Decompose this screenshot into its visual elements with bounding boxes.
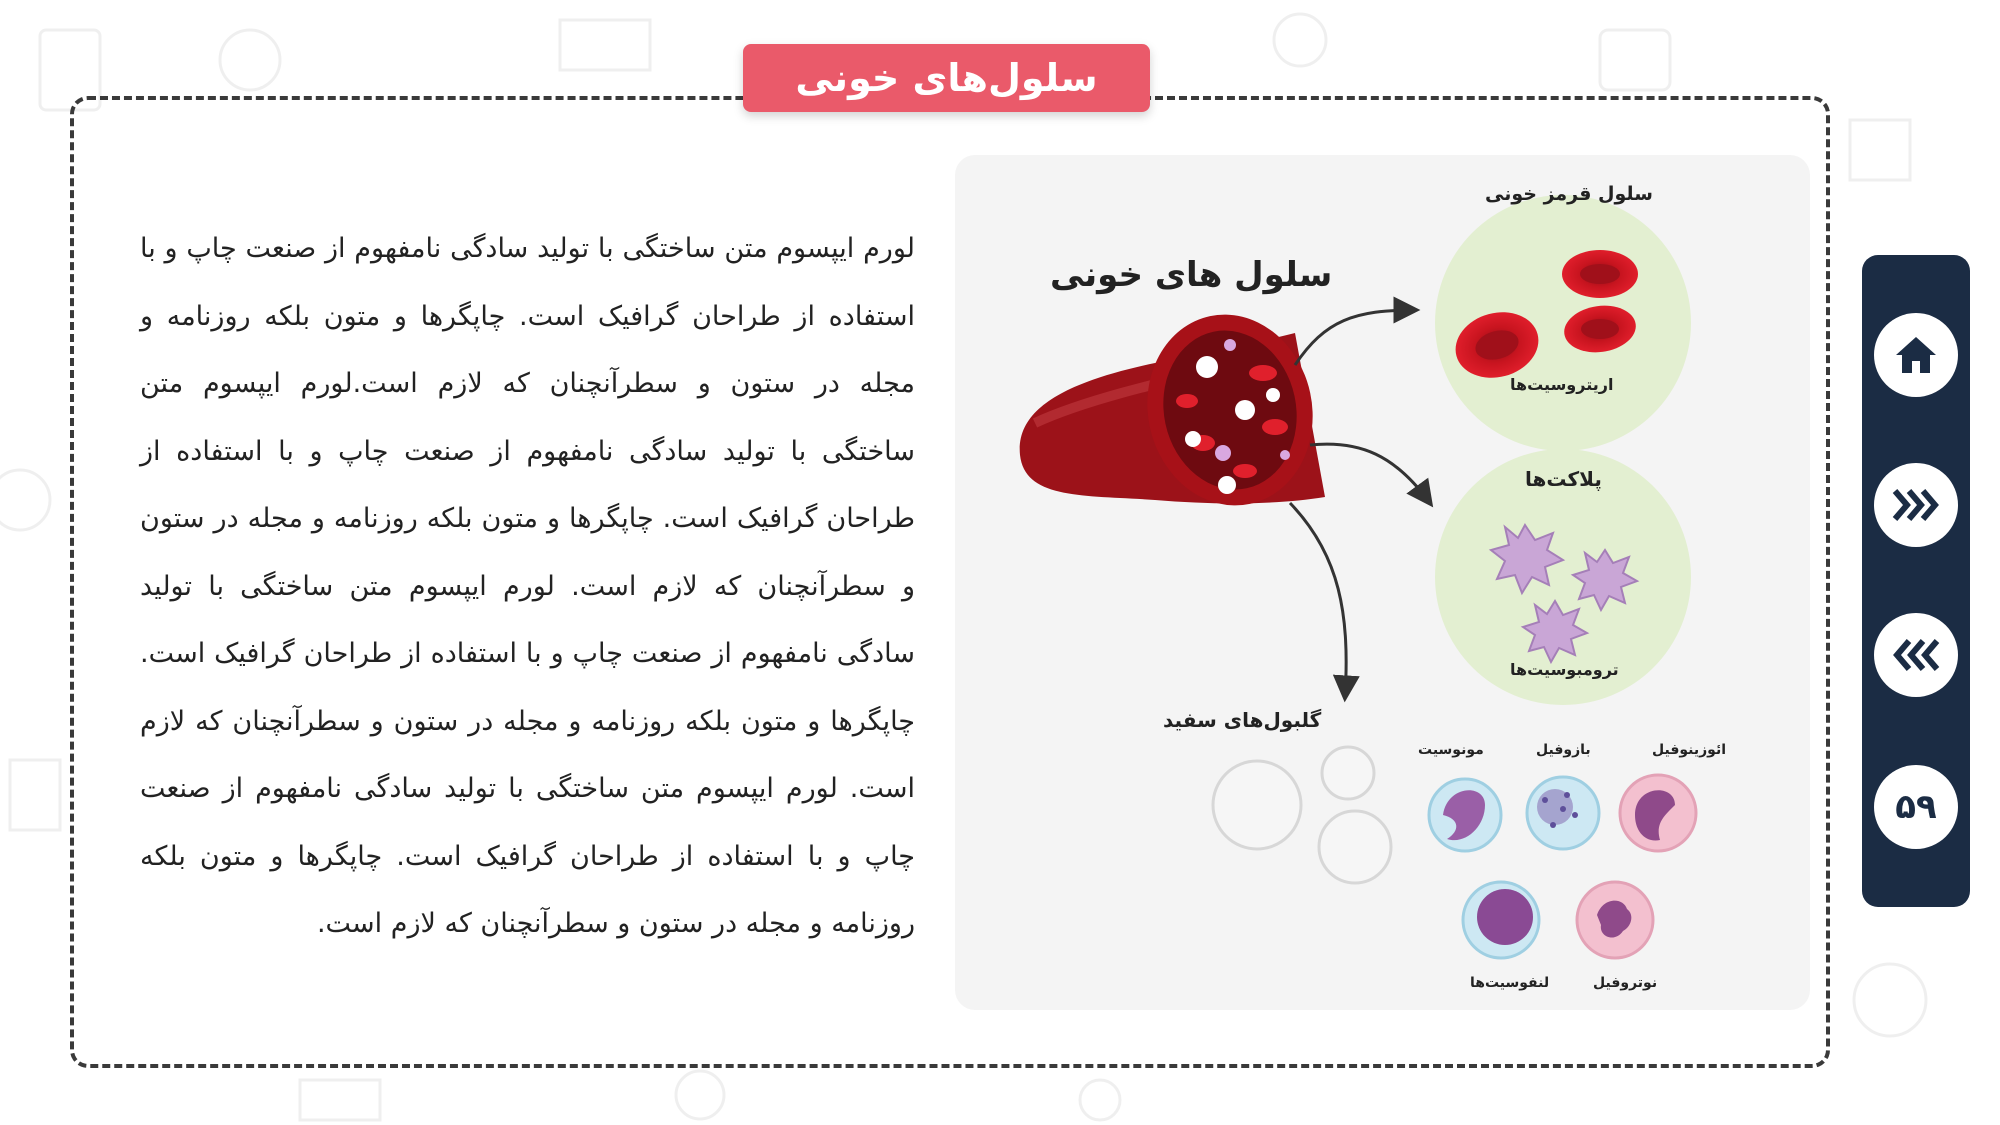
eosinophil-icon — [1620, 775, 1696, 851]
chevrons-right-icon — [1891, 485, 1941, 525]
next-button[interactable] — [1874, 463, 1958, 547]
neutrophil-icon — [1577, 882, 1653, 958]
red-cells-caption: اریتروسیت‌ها — [1510, 375, 1614, 394]
white-cells-cluster-icon — [1213, 747, 1391, 883]
white-cells-title: گلبول‌های سفید — [1163, 708, 1322, 732]
lymphocyte-icon — [1463, 882, 1539, 958]
basophil-label: بازوفیل — [1536, 742, 1591, 758]
basophil-icon — [1527, 777, 1599, 849]
page-number-badge — [1874, 765, 1958, 849]
red-cells-title: سلول قرمز خونی — [1485, 183, 1653, 205]
previous-button[interactable] — [1874, 613, 1958, 697]
arrow-to-red-cells — [1295, 310, 1415, 365]
page-number: ۵۹ — [1895, 787, 1937, 827]
blood-vessel-icon — [1020, 299, 1330, 521]
eosinophil-label: ائوزینوفیل — [1652, 742, 1727, 758]
illustration-heading: سلول های خونی — [1050, 255, 1333, 295]
blood-cells-illustration — [955, 155, 1810, 1010]
lymphocyte-label: لنفوسیت‌ها — [1470, 975, 1550, 991]
chevrons-left-icon — [1891, 635, 1941, 675]
arrow-to-white-cells — [1290, 503, 1346, 697]
platelets-caption: ترومبوسیت‌ها — [1510, 660, 1619, 679]
neutrophil-label: نوتروفیل — [1593, 975, 1658, 991]
monocyte-icon — [1429, 779, 1501, 851]
home-button[interactable] — [1874, 313, 1958, 397]
arrow-to-platelets — [1310, 444, 1430, 503]
platelets-title: پلاکت‌ها — [1525, 467, 1602, 491]
home-icon — [1892, 333, 1940, 377]
monocyte-label: مونوسیت — [1418, 742, 1484, 758]
body-paragraph: لورم ایپسوم متن ساختگی با تولید سادگی نامفهوم از صنعت چاپ و با استفاده از طراحان گرافیک است. چاپگرها و متون بلکه روزنامه و مجله در ستون و سطرآنچنان که لازم است.لورم ایپسوم متن ساختگی با تولید سادگی نامفهوم از صنعت چاپ و با استفاده از طراحان گرافیک است. چاپگرها و متون بلکه روزنامه و مجله در ستون و سطرآنچنان که لازم است. لورم ایپسوم متن ساختگی با تولید سادگی نامفهوم از صنعت چاپ و با استفاده از طراحان گرافیک است. چاپگرها و متون بلکه روزنامه و مجله در ستون و سطرآنچنان که لازم است. لورم ایپسوم متن ساختگی با تولید سادگی نامفهوم از صنعت چاپ و با استفاده از طراحان گرافیک است. چاپگرها و متون بلکه روزنامه و مجله در ستون و سطرآنچنان که لازم است. — [140, 233, 915, 939]
side-navigation — [1862, 255, 1970, 907]
page-title: سلول‌های خونی — [743, 44, 1150, 112]
